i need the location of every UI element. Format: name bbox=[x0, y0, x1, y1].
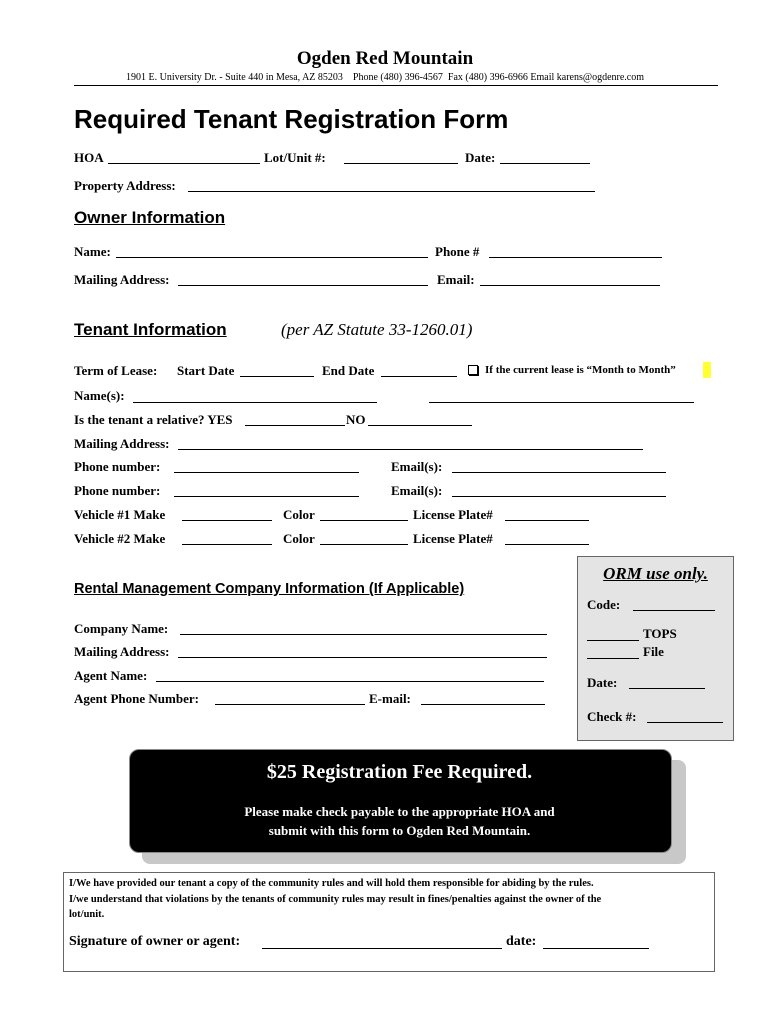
orm-code-label: Code: bbox=[587, 597, 621, 612]
relative-no-label: NO bbox=[346, 412, 366, 427]
agent-phone-field[interactable] bbox=[215, 704, 365, 705]
vehicle1-make-field[interactable] bbox=[182, 520, 272, 521]
agent-email-label: E-mail: bbox=[369, 691, 411, 706]
relative-yes-field[interactable] bbox=[245, 425, 345, 426]
rental-company-label: Company Name: bbox=[74, 621, 169, 636]
orm-check-label: Check #: bbox=[587, 709, 637, 724]
vehicle1-plate-label: License Plate# bbox=[413, 507, 493, 522]
phone1-field[interactable] bbox=[174, 472, 359, 473]
fee-line-2: submit with this form to Ogden Red Mountain. bbox=[268, 823, 531, 838]
tenant-name-field-1[interactable] bbox=[133, 402, 377, 403]
rental-mailing-label: Mailing Address: bbox=[74, 644, 170, 659]
tenant-names-label: Name(s): bbox=[74, 388, 125, 403]
orm-check-field[interactable] bbox=[647, 722, 723, 723]
hoa-field[interactable] bbox=[108, 163, 260, 164]
vehicle2-color-field[interactable] bbox=[320, 544, 408, 545]
orm-code-field[interactable] bbox=[633, 610, 715, 611]
orm-date-label: Date: bbox=[587, 675, 618, 690]
tenant-name-field-2[interactable] bbox=[429, 402, 694, 403]
agent-name-field[interactable] bbox=[156, 681, 544, 682]
rental-mailing-field[interactable] bbox=[178, 657, 547, 658]
property-address-label: Property Address: bbox=[74, 178, 176, 193]
vehicle2-make-label: Vehicle #2 Make bbox=[74, 531, 166, 546]
orm-file-label: File bbox=[643, 644, 664, 659]
agreement-line-2: I/we understand that violations by the tenants of community rules may result in fines/penalties against the owner of the bbox=[69, 894, 602, 905]
signature-label: Signature of owner or agent: bbox=[69, 934, 241, 949]
fee-title: $25 Registration Fee Required. bbox=[266, 761, 533, 783]
vehicle1-plate-field[interactable] bbox=[505, 520, 589, 521]
tenant-statute: (per AZ Statute 33-1260.01) bbox=[281, 320, 473, 339]
owner-phone-field[interactable] bbox=[489, 257, 662, 258]
email2-field[interactable] bbox=[452, 496, 666, 497]
property-address-field[interactable] bbox=[188, 191, 595, 192]
email1-field[interactable] bbox=[452, 472, 666, 473]
phone1-label: Phone number: bbox=[74, 459, 161, 474]
vehicle2-plate-field[interactable] bbox=[505, 544, 589, 545]
rental-heading: Rental Management Company Information (If Applicable) bbox=[74, 581, 465, 597]
date-field[interactable] bbox=[500, 163, 590, 164]
email2-label: Email(s): bbox=[391, 483, 443, 498]
orm-tops-label: TOPS bbox=[643, 626, 677, 641]
relative-no-field[interactable] bbox=[368, 425, 472, 426]
signature-date-field[interactable] bbox=[543, 948, 649, 949]
tenant-mailing-field[interactable] bbox=[178, 449, 643, 450]
lot-label: Lot/Unit #: bbox=[264, 150, 326, 165]
owner-email-field[interactable] bbox=[480, 285, 660, 286]
signature-field[interactable] bbox=[262, 948, 502, 949]
owner-mailing-field[interactable] bbox=[178, 285, 428, 286]
tenant-mailing-label: Mailing Address: bbox=[74, 436, 170, 451]
vehicle2-make-field[interactable] bbox=[182, 544, 272, 545]
owner-mailing-label: Mailing Address: bbox=[74, 272, 170, 287]
month-to-month-checkbox[interactable] bbox=[468, 365, 478, 375]
phone2-label: Phone number: bbox=[74, 483, 161, 498]
month-to-month-label: If the current lease is “Month to Month” bbox=[485, 364, 676, 376]
agreement-line-1: I/We have provided our tenant a copy of the community rules and will hold them responsible for abiding by the rules. bbox=[69, 878, 594, 889]
orm-title: ORM use only. bbox=[603, 564, 708, 583]
signature-date-label: date: bbox=[506, 934, 537, 949]
vehicle1-color-field[interactable] bbox=[320, 520, 408, 521]
vehicle2-plate-label: License Plate# bbox=[413, 531, 493, 546]
header-rule bbox=[74, 85, 718, 86]
relative-label: Is the tenant a relative? YES bbox=[74, 412, 233, 427]
lot-field[interactable] bbox=[344, 163, 458, 164]
hoa-label: HOA bbox=[74, 150, 104, 165]
orm-file-field[interactable] bbox=[587, 658, 639, 659]
end-date-field[interactable] bbox=[381, 376, 457, 377]
start-date-field[interactable] bbox=[240, 376, 314, 377]
fee-line-1: Please make check payable to the appropriate HOA and bbox=[244, 804, 555, 819]
date-label: Date: bbox=[465, 150, 496, 165]
agent-email-field[interactable] bbox=[421, 704, 545, 705]
company-name: Ogden Red Mountain bbox=[296, 48, 474, 69]
email1-label: Email(s): bbox=[391, 459, 443, 474]
orm-date-field[interactable] bbox=[629, 688, 705, 689]
owner-name-field[interactable] bbox=[116, 257, 428, 258]
orm-tops-field[interactable] bbox=[587, 640, 639, 641]
company-address: 1901 E. University Dr. - Suite 440 in Mesa, AZ 85203 Phone (480) 396-4567 Fax (480) 396-6966 Email karens@ogdenre.com bbox=[125, 72, 645, 83]
tenant-heading: Tenant Information bbox=[74, 320, 227, 339]
term-of-lease-label: Term of Lease: bbox=[74, 363, 158, 378]
end-date-label: End Date bbox=[322, 363, 375, 378]
owner-heading: Owner Information bbox=[74, 208, 226, 227]
vehicle1-make-label: Vehicle #1 Make bbox=[74, 507, 166, 522]
agreement-line-3: lot/unit. bbox=[69, 909, 105, 920]
rental-company-field[interactable] bbox=[180, 634, 547, 635]
highlight-mark bbox=[703, 362, 711, 378]
vehicle1-color-label: Color bbox=[283, 507, 315, 522]
vehicle2-color-label: Color bbox=[283, 531, 315, 546]
owner-name-label: Name: bbox=[74, 244, 111, 259]
owner-phone-label: Phone # bbox=[435, 244, 480, 259]
phone2-field[interactable] bbox=[174, 496, 359, 497]
agent-phone-label: Agent Phone Number: bbox=[74, 691, 199, 706]
start-date-label: Start Date bbox=[177, 363, 235, 378]
agent-name-label: Agent Name: bbox=[74, 668, 148, 683]
form-title: Required Tenant Registration Form bbox=[74, 104, 509, 134]
owner-email-label: Email: bbox=[437, 272, 475, 287]
